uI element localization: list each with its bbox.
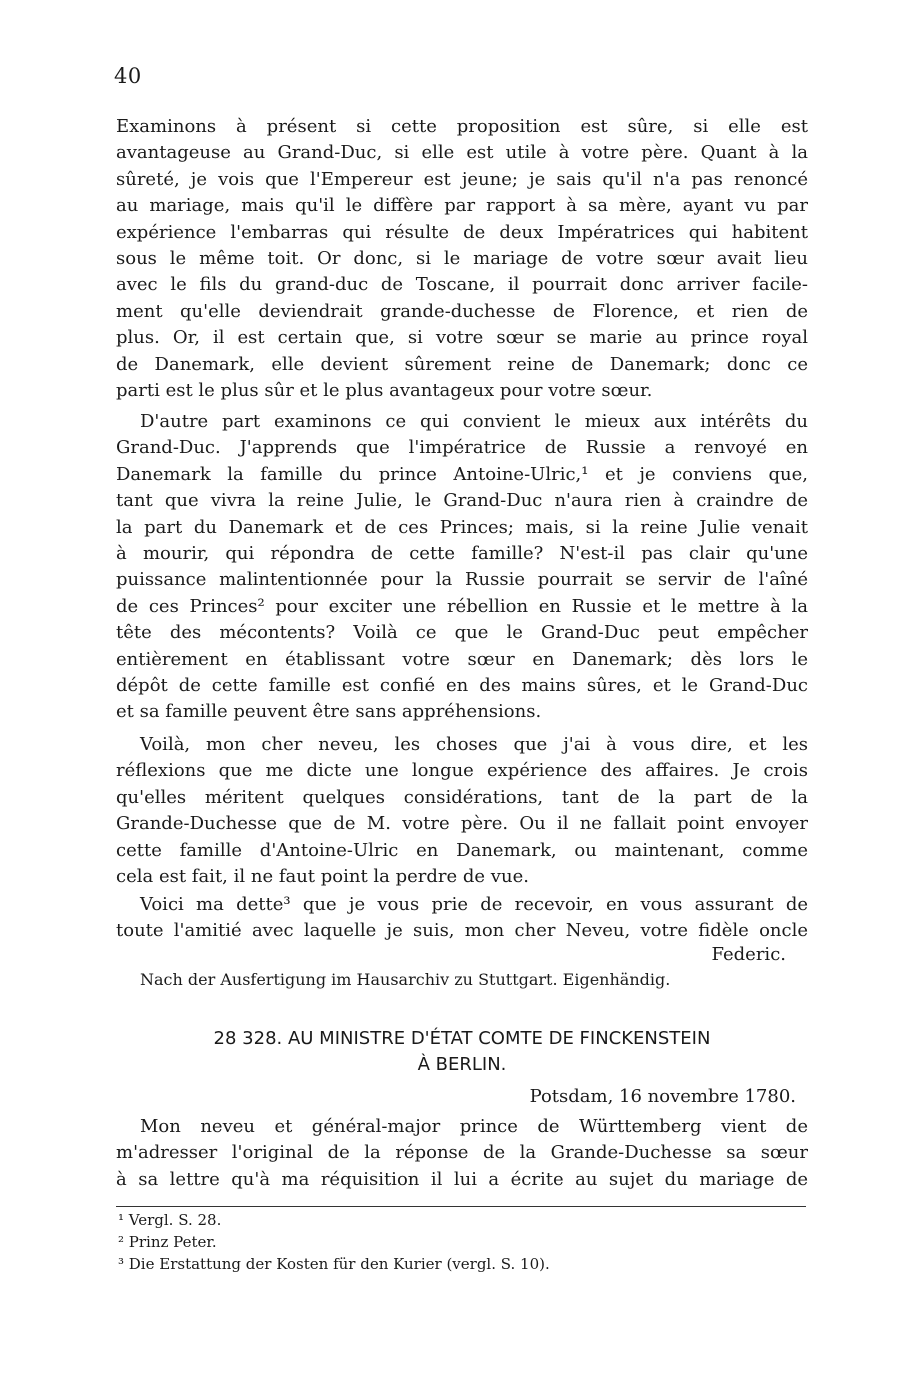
text-line: à sa lettre qu'à ma réquisition il lui a écrite au sujet du mariage de: [116, 1168, 808, 1190]
footnotes: [118, 1209, 550, 1275]
text-line: de ces Princes² pour exciter une rébellion en Russie et le mettre à la: [116, 595, 808, 617]
text-line: ment qu'elle deviendrait grande-duchesse de Florence, et rien de: [116, 300, 808, 322]
source-note: Nach der Ausfertigung im Hausarchiv zu Stuttgart. Eigenhändig.: [140, 970, 671, 989]
text-line: tant que vivra la reine Julie, le Grand-Duc n'aura rien à craindre de: [116, 490, 808, 512]
text-line: avantageuse au Grand-Duc, si elle est utile à votre père. Quant à la: [116, 142, 808, 164]
text-line: dépôt de cette famille est confié en des mains sûres, et le Grand-Duc: [116, 675, 808, 697]
text-line: Voilà, mon cher neveu, les choses que j'ai à vous dire, et les: [140, 734, 808, 755]
text-line: réflexions que me dicte une longue expérience des affaires. Je crois: [116, 760, 808, 782]
text-line: puissance malintentionnée pour la Russie pourrait se servir de l'aîné: [116, 569, 808, 591]
text-line: plus. Or, il est certain que, si votre sœur se marie au prince royal: [116, 327, 808, 349]
text-line: sous le même toit. Or donc, si le mariage de votre sœur avait lieu: [116, 248, 808, 270]
signature: Federic.: [711, 944, 786, 965]
text-line: à mourir, qui répondra de cette famille? N'est-il pas clair qu'une: [116, 543, 808, 565]
text-line: toute l'amitié avec laquelle je suis, mon cher Neveu, votre fidèle oncle: [116, 920, 808, 942]
text-line: expérience l'embarras qui résulte de deux Impératrices qui habitent: [116, 221, 808, 243]
dateline: Potsdam, 16 novembre 1780.: [529, 1086, 796, 1107]
text-line: m'adresser l'original de la réponse de la Grande-Duchesse sa sœur: [116, 1142, 808, 1164]
letter-heading: [116, 1026, 808, 1078]
text-line: cela est fait, il ne faut point la perdre de vue.: [116, 866, 529, 888]
footnote-rule: [116, 1206, 806, 1207]
text-line: D'autre part examinons ce qui convient le mieux aux intérêts du: [140, 411, 808, 432]
letter-paragraph-3: [116, 732, 808, 890]
text-line: et sa famille peuvent être sans appréhensions.: [116, 701, 542, 723]
text-line: avec le fils du grand-duc de Toscane, il pourrait donc arriver facile-: [116, 274, 808, 296]
footnote: ³ Die Erstattung der Kosten für den Kurier (vergl. S. 10).: [118, 1255, 550, 1273]
text-line: entièrement en établissant votre sœur en Danemark; dès lors le: [116, 648, 808, 670]
text-line: cette famille d'Antoine-Ulric en Danemark, ou maintenant, comme: [116, 839, 808, 861]
text-line: au mariage, mais qu'il le diffère par rapport à sa mère, ayant vu par: [116, 195, 808, 217]
text-line: Danemark la famille du prince Antoine-Ulric,¹ et je conviens que,: [116, 463, 808, 485]
text-line: parti est le plus sûr et le plus avantageux pour votre sœur.: [116, 380, 653, 402]
text-line: Grande-Duchesse que de M. votre père. Ou il ne fallait point envoyer: [116, 813, 808, 835]
heading-line: À BERLIN.: [417, 1054, 507, 1075]
letter-paragraph-4: [116, 892, 808, 945]
text-line: de Danemark, elle devient sûrement reine de Danemark; donc ce: [116, 353, 808, 375]
text-line: Examinons à présent si cette proposition est sûre, si elle est: [116, 116, 808, 137]
text-line: tête des mécontents? Voilà ce que le Grand-Duc peut empêcher: [116, 622, 808, 644]
text-line: qu'elles méritent quelques considérations, tant de la part de la: [116, 786, 808, 808]
letter-paragraph-1: [116, 114, 808, 404]
text-line: la part du Danemark et de ces Princes; mais, si la reine Julie venait: [116, 516, 808, 538]
footnote: ² Prinz Peter.: [118, 1233, 217, 1251]
text-line: sûreté, je vois que l'Empereur est jeune; je sais qu'il n'a pas renoncé: [116, 168, 808, 190]
letter-paragraph-2: [116, 409, 808, 726]
heading-line: 28 328. AU MINISTRE D'ÉTAT COMTE DE FINCKENSTEIN: [213, 1028, 711, 1049]
text-line: Grand-Duc. J'apprends que l'impératrice de Russie a renvoyé en: [116, 437, 808, 459]
text-line: Voici ma dette³ que je vous prie de recevoir, en vous assurant de: [140, 894, 808, 915]
text-line: Mon neveu et général-major prince de Württemberg vient de: [140, 1116, 808, 1137]
footnote: ¹ Vergl. S. 28.: [118, 1211, 222, 1229]
letter-paragraph-next: [116, 1114, 808, 1193]
page-number: 40: [114, 64, 142, 88]
